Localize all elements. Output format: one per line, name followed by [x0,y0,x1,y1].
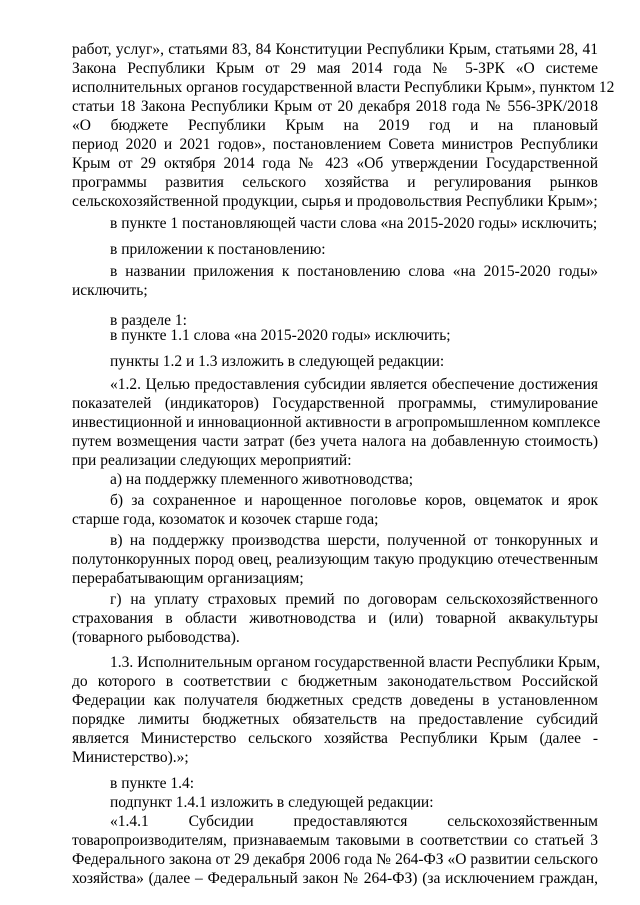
text-line: в названии приложения к постановлению слова «на 2015-2020 годы» [110,263,598,280]
text-line: а) на поддержку племенного животноводства; [110,471,414,488]
text-line: показателей (индикаторов) Государственной программы, стимулирование [72,395,598,412]
text-line: в пункте 1 постановляющей части слова «на 2015-2020 годы» исключить; [110,215,598,232]
text-line: б) за сохраненное и нарощенное поголовье коров, овцематок и ярок [110,492,598,509]
text-line: порядке лимиты бюджетных обязательств на предоставление субсидий [72,711,598,728]
text-line: Закона Республики Крым от 29 мая 2014 года № 5-ЗРК «О системе [72,60,598,77]
text-line: период 2020 и 2021 годов», постановлением Совета министров Республики [72,136,598,153]
text-line: в) на поддержку производства шерсти, полученной от тонкорунных и [110,532,598,549]
text-line: Министерство).»; [72,749,189,766]
text-line: сельскохозяйственной продукции, сырья и продовольствия Республики Крым»; [72,193,598,210]
text-line: перерабатывающим организациям; [72,570,304,587]
text-line: старше года, козоматок и козочек старше года; [72,511,379,528]
text-line: является Министерство сельского хозяйства Республики Крым (далее - [72,730,598,747]
text-line: исполнительных органов государственной власти Республики Крым», пунктом 12 [72,79,615,96]
text-line: подпункт 1.4.1 изложить в следующей редакции: [110,794,434,811]
text-line: «О бюджете Республики Крым на 2019 год и на плановый [72,117,598,134]
text-line: работ, услуг», статьями 83, 84 Конституции Республики Крым, статьями 28, 41 [72,41,598,58]
text-line: Крым от 29 октября 2014 года № 423 «Об утверждении Государственной [72,155,598,172]
text-line: путем возмещения части затрат (без учета налога на добавленную стоимость) [72,433,598,450]
text-line: товаропроизводителям, признаваемым таковыми в соответствии со статьей 3 [72,832,598,849]
text-line: в пункте 1.1 слова «на 2015-2020 годы» исключить; [110,327,451,344]
text-line: 1.3. Исполнительным органом государственной власти Республики Крым, [110,654,601,671]
text-line: пункты 1.2 и 1.3 изложить в следующей редакции: [110,353,445,370]
text-line: «1.2. Целью предоставления субсидии является обеспечение достижения [110,376,598,393]
text-line: исключить; [72,282,148,299]
text-line: в приложении к постановлению: [110,241,326,258]
text-line: при реализации следующих мероприятий: [72,452,352,469]
text-line: г) на уплату страховых премий по договорам сельскохозяйственного [110,591,598,608]
text-line: «1.4.1 Субсидии предоставляются сельскохозяйственным [110,813,598,830]
text-line: до которого в соответствии с бюджетным законодательством Российской [72,673,598,690]
text-line: хозяйства» (далее – Федеральный закон № 264-ФЗ) (за исключением граждан, [72,870,598,887]
text-line: в разделе 1: [110,312,187,329]
text-line: Федерального закона от 29 декабря 2006 года № 264-ФЗ «О развитии сельского [72,851,598,868]
text-line: в пункте 1.4: [110,775,195,792]
text-line: программы развития сельского хозяйства и регулирования рынков [72,174,598,191]
text-line: статьи 18 Закона Республики Крым от 20 декабря 2018 года № 556-ЗРК/2018 [72,98,598,115]
text-line: Федерации как получателя бюджетных средств доведены в установленном [72,692,598,709]
text-line: инвестиционной и инновационной активности в агропромышленном комплексе [72,414,601,431]
text-line: страхования в области животноводства и (или) товарной аквакультуры [72,610,598,627]
text-line: (товарного рыбоводства). [72,629,240,646]
text-line: полутонкорунных пород овец, реализующим такую продукцию отечественным [72,551,598,568]
